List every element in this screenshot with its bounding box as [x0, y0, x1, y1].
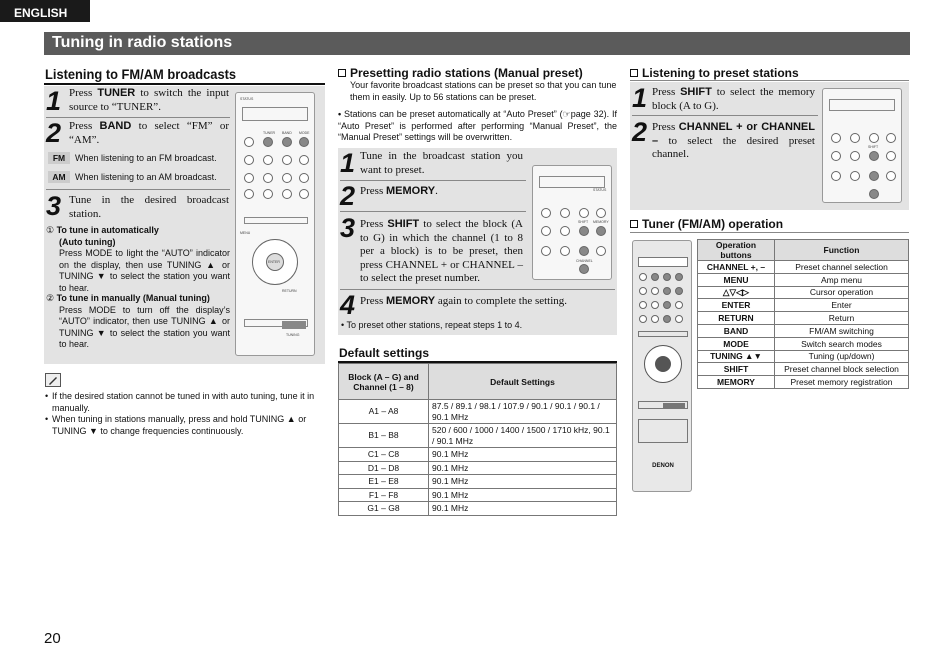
- remote-button: [886, 151, 896, 161]
- remote-button: [541, 208, 551, 218]
- remote-display: [638, 257, 688, 267]
- table-row: RETURN Return: [698, 312, 909, 325]
- remote-button: [244, 189, 254, 199]
- remote-illustration: [235, 92, 315, 356]
- divider: [340, 180, 526, 181]
- remote-button: [541, 226, 551, 236]
- menu-label: MENU: [240, 231, 251, 235]
- default-settings-heading: Default settings: [339, 346, 430, 360]
- remote-button: [886, 133, 896, 143]
- note-icon: [45, 373, 61, 387]
- checkbox-icon: [338, 69, 346, 77]
- default-settings-table: [338, 363, 617, 516]
- table-header: Operation buttons: [698, 240, 775, 261]
- preset-listen-heading: Listening to preset stations: [630, 66, 799, 80]
- enter-label: ENTER: [268, 260, 280, 264]
- step-number: 3: [46, 191, 62, 221]
- manual-tuning-body: Press MODE to turn off the display’s “AUTO” indicator, then use TUNING ▲ or TUNING ▼ to select the station you want to hear.: [59, 304, 230, 349]
- table-row: ENTER Enter: [698, 299, 909, 312]
- remote-button: [850, 133, 860, 143]
- divider: [632, 115, 818, 116]
- divider: [340, 211, 526, 212]
- auto-tuning-title2: (Auto tuning): [59, 236, 116, 247]
- table-header-row: [339, 364, 617, 400]
- table-header: Default Settings: [429, 364, 617, 400]
- tuner-op-heading: Tuner (FM/AM) operation: [630, 217, 783, 231]
- remote-buttons-group: [638, 419, 688, 443]
- tuning-buttons: [663, 403, 685, 409]
- table-row: △▽◁▷ Cursor operation: [698, 286, 909, 299]
- table-row: E1 – E8 90.1 MHz: [339, 475, 617, 489]
- table-row: D1 – D8 90.1 MHz: [339, 461, 617, 475]
- remote-button: [541, 246, 551, 256]
- fm-badge: FM: [48, 152, 70, 164]
- remote-button: [560, 208, 570, 218]
- remote-button: [282, 189, 292, 199]
- page-number: 20: [44, 630, 61, 647]
- table-row: TUNING ▲▼ Tuning (up/down): [698, 350, 909, 363]
- fm-am-step1-text: Press TUNER to switch the input source to “TUNER”.: [69, 87, 229, 113]
- checkbox-icon: [630, 69, 638, 77]
- remote-button: [869, 133, 879, 143]
- remote-display: [242, 107, 308, 121]
- memory-button: [675, 287, 683, 295]
- manual-step3-text: Press SHIFT to select the block (A to G) in which the channel (1 to 8 per a block) is to be preset, then press CHANNEL + or CHANNEL – to select the preset number.: [360, 218, 523, 284]
- shift-button: [579, 226, 589, 236]
- auto-tuning-block: [46, 225, 230, 294]
- step-number: 3: [340, 213, 356, 243]
- manual-step2-text: Press MEMORY.: [360, 185, 438, 197]
- auto-tuning-body: Press MODE to light the “AUTO” indicator on the display, then use TUNING ▲ or TUNING ▼ to select the station you want to hear.: [59, 248, 230, 293]
- table-row: MENU Amp menu: [698, 273, 909, 286]
- step-number: 2: [340, 181, 356, 211]
- remote-button: [282, 173, 292, 183]
- remote-illustration: [532, 165, 612, 280]
- am-description: When listening to an AM broadcast.: [75, 172, 217, 182]
- manual-step4-text: Press MEMORY again to complete the setting.: [360, 295, 568, 307]
- sub-marker: ①: [46, 225, 55, 235]
- tuning-buttons: [282, 321, 306, 329]
- table-row: MEMORY Preset memory registration: [698, 376, 909, 389]
- am-badge: AM: [48, 171, 70, 183]
- manual-tuning-title: To tune in manually (Manual tuning): [56, 293, 210, 303]
- band-button: [663, 273, 671, 281]
- remote-button: [560, 226, 570, 236]
- band-button: [282, 137, 292, 147]
- table-row: G1 – G8 90.1 MHz: [339, 502, 617, 516]
- remote-button: [263, 189, 273, 199]
- fm-description: When listening to an FM broadcast.: [75, 153, 217, 163]
- manual-preset-heading: Presetting radio stations (Manual preset): [338, 66, 583, 80]
- remote-button: [596, 246, 606, 256]
- return-label: RETURN: [282, 289, 297, 293]
- table-row: C1 – C8 90.1 MHz: [339, 448, 617, 462]
- table-row: BAND FM/AM switching: [698, 324, 909, 337]
- table-header: Function: [775, 240, 909, 261]
- channel-plus-button: [663, 301, 671, 309]
- tuner-button: [263, 137, 273, 147]
- tuning-label: TUNING: [286, 333, 300, 337]
- table-row: SHIFT Preset channel block selection: [698, 363, 909, 376]
- remote-button: [651, 315, 659, 323]
- remote-button: [639, 315, 647, 323]
- table-header-row: [698, 240, 909, 261]
- table-row: MODE Switch search modes: [698, 337, 909, 350]
- heading-rule: [44, 83, 325, 85]
- step-number: 2: [46, 118, 62, 148]
- shift-label: SHIFT: [868, 145, 879, 149]
- status-label: STATUS: [593, 188, 607, 192]
- remote-bar: [244, 217, 308, 224]
- fm-am-heading: Listening to FM/AM broadcasts: [45, 66, 237, 82]
- remote-button: [244, 173, 254, 183]
- remote-display: [829, 99, 895, 111]
- remote-button: [299, 173, 309, 183]
- remote-button: [886, 171, 896, 181]
- remote-button: [244, 137, 254, 147]
- remote-button: [560, 246, 570, 256]
- preset-step1-text: Press SHIFT to select the memory block (A to G).: [652, 86, 815, 112]
- shift-button: [869, 151, 879, 161]
- full-remote-illustration: [632, 240, 692, 492]
- remote-button: [850, 151, 860, 161]
- manual-repeat-note: • To preset other stations, repeat steps 1 to 4.: [341, 320, 523, 330]
- divider: [46, 189, 230, 190]
- step-number: 1: [340, 148, 356, 178]
- remote-button: [639, 273, 647, 281]
- remote-button: [244, 155, 254, 165]
- auto-tuning-title: To tune in automatically: [56, 225, 159, 235]
- divider: [630, 232, 909, 233]
- tuner-button: [651, 273, 659, 281]
- sub-marker: ②: [46, 293, 55, 303]
- remote-button: [831, 151, 841, 161]
- table-row: F1 – F8 90.1 MHz: [339, 488, 617, 502]
- language-tab: ENGLISH: [0, 0, 90, 22]
- mode-button: [299, 137, 309, 147]
- remote-button: [579, 208, 589, 218]
- mode-button: [675, 273, 683, 281]
- divider: [630, 80, 909, 81]
- remote-display: [539, 176, 605, 188]
- shift-label: SHIFT: [578, 220, 589, 224]
- remote-button: [639, 287, 647, 295]
- remote-button: [675, 315, 683, 323]
- table-row: B1 – B8 520 / 600 / 1000 / 1400 / 1500 / 1710 kHz, 90.1 / 90.1 MHz: [339, 424, 617, 448]
- step-number: 4: [340, 290, 356, 320]
- remote-button: [299, 155, 309, 165]
- remote-button: [831, 133, 841, 143]
- remote-button: [850, 171, 860, 181]
- remote-button: [675, 301, 683, 309]
- note-item: • If the desired station cannot be tuned in with auto tuning, tune it in manually.: [45, 391, 315, 413]
- remote-button: [263, 173, 273, 183]
- fm-am-step2-text: Press BAND to select “FM” or “AM”.: [69, 120, 229, 146]
- remote-bar: [638, 331, 688, 337]
- channel-label: CHANNEL: [576, 259, 593, 263]
- table-row: CHANNEL +, – Preset channel selection: [698, 261, 909, 274]
- preset-step2-text: Press CHANNEL + or CHANNEL – to select the desired preset channel.: [652, 121, 815, 160]
- manual-tuning-block: [46, 293, 230, 351]
- step-number: 2: [632, 117, 648, 147]
- divider: [340, 289, 615, 290]
- remote-button: [651, 287, 659, 295]
- remote-button: [596, 208, 606, 218]
- tuner-operation-table: [697, 239, 909, 389]
- remote-button: [831, 171, 841, 181]
- notes-list: [45, 391, 325, 437]
- channel-minus-button: [869, 189, 879, 199]
- note-item: • When tuning in stations manually, press and hold TUNING ▲ or TUNING ▼ to change frequencies continuously.: [45, 414, 307, 436]
- page-banner-title: Tuning in radio stations: [44, 32, 910, 55]
- checkbox-icon: [630, 220, 638, 228]
- remote-illustration: [822, 88, 902, 203]
- channel-plus-button: [579, 246, 589, 256]
- table-row: A1 – A8 87.5 / 89.1 / 98.1 / 107.9 / 90.1 / 90.1 / 90.1 / 90.1 MHz: [339, 400, 617, 424]
- channel-minus-button: [663, 315, 671, 323]
- status-label: STATUS: [240, 97, 254, 101]
- divider: [46, 117, 230, 118]
- remote-button: [639, 301, 647, 309]
- auto-preset-note: • Stations can be preset automatically at “Auto Preset” (☞page 32). If “Auto Preset” is performed after performing “Manual Preset”, the “Manual Preset” settings will be overwritten.: [338, 109, 617, 142]
- remote-button: [282, 155, 292, 165]
- remote-button: [651, 301, 659, 309]
- memory-label: MEMORY: [593, 220, 609, 224]
- manual-preset-intro: Your favorite broadcast stations can be preset so that you can tune them in easily. Up to 56 stations can be preset.: [350, 80, 617, 102]
- memory-button: [596, 226, 606, 236]
- step-number: 1: [632, 83, 648, 113]
- remote-button: [263, 155, 273, 165]
- enter-button: [655, 356, 671, 372]
- channel-plus-button: [869, 171, 879, 181]
- channel-minus-button: [579, 264, 589, 274]
- tuner-label: TUNER: [263, 131, 276, 135]
- manual-step1-text: Tune in the broadcast station you want to preset.: [360, 150, 523, 176]
- fm-am-step3-text: Tune in the desired broadcast station.: [69, 194, 229, 220]
- step-number: 1: [46, 86, 62, 116]
- mode-label: MODE: [299, 131, 310, 135]
- table-header: Block (A – G) and Channel (1 – 8): [339, 364, 429, 400]
- remote-button: [299, 189, 309, 199]
- brand-logo: DENON: [652, 463, 674, 469]
- band-label: BAND: [282, 131, 292, 135]
- shift-button: [663, 287, 671, 295]
